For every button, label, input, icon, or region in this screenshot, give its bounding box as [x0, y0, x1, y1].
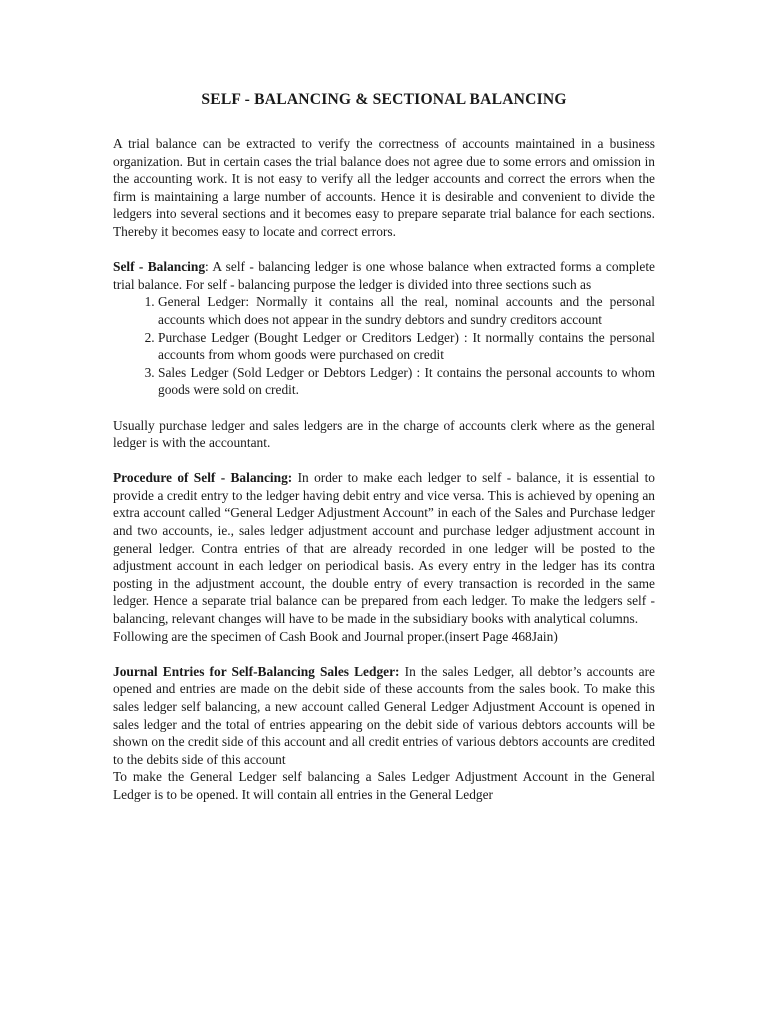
self-balancing-text: : A self - balancing ledger is one whose balance when extracted forms a complete trial balance. For self - balancing purpose the ledger is divided into three sections such as — [113, 259, 655, 292]
journal-paragraph — [113, 663, 655, 769]
paragraph-gap — [113, 399, 655, 417]
paragraph-gap — [113, 645, 655, 663]
list-item: 3. Sales Ledger (Sold Ledger or Debtors Ledger) : It contains the personal accounts to whom goods were sold on credit. — [158, 364, 655, 399]
journal-continued-paragraph: To make the General Ledger self balancing a Sales Ledger Adjustment Account in the General Ledger is to be opened. It will contain all entries in the General Ledger — [113, 769, 655, 802]
usually-paragraph: Usually purchase ledger and sales ledgers are in the charge of accounts clerk where as the general ledger is with the accountant. — [113, 417, 655, 451]
journal-heading: Journal Entries for Self-Balancing Sales Ledger: — [113, 663, 400, 679]
procedure-paragraph — [113, 469, 655, 627]
intro-paragraph: A trial balance can be extracted to verify the correctness of accounts maintained in a business organization. But in certain cases the trial balance does not agree due to some errors and omission in the accounting work. It is not easy to verify all the ledger accounts and correct the errors when the firm is maintaining a large number of accounts. Hence it is desirable and convenient to divide the ledgers into several sections and it becomes easy to prepare separate trial balance for each sections. Thereby it becomes easy to locate and correct errors. — [113, 136, 655, 239]
document-page — [113, 90, 655, 804]
self-balancing-heading: Self - Balancing — [113, 259, 206, 275]
procedure-text: In order to make each ledger to self - balance, it is essential to provide a credit entry to the ledger having debit entry and vice versa. This is achieved by opening an extra account called “General Ledger Adjustment Account” in each of the Sales and Purchase ledger and two accounts, ie., sales ledger adjustment account and purchase ledger adjustment account in general ledger. Contra entries of that are already recorded in one ledger will be posted to the adjustment account in each ledger on periodical basis. As every entry in the ledger has its contra posting in the adjustment account, the double entry of every transaction is recorded in the same ledger. Hence a separate trial balance can be prepared from each ledger. To make the ledgers self - balancing, relevant changes will have to be made in the subsidiary books with analytical columns. — [113, 470, 655, 627]
list-item: 1. General Ledger: Normally it contains all the real, nominal accounts and the personal accounts which does not appear in the sundry debtors and sundry creditors account — [158, 293, 655, 328]
paragraph-gap — [113, 241, 655, 259]
journal-text: In the sales Ledger, all debtor’s accounts are opened and entries are made on the debit side of these accounts from the sales book. To make this sales ledger self balancing, a new account called General Ledger Adjustment Account is opened in sales ledger and the total of entries appearing on the debit side of various debtors accounts will be shown on the credit side of this account and all credit entries of various debtors accounts are credited to the debits side of this account — [113, 663, 655, 767]
document-title: SELF - BALANCING & SECTIONAL BALANCING — [201, 91, 567, 108]
paragraph-gap — [113, 452, 655, 470]
ledger-sections-list — [113, 293, 655, 399]
list-item: 2. Purchase Ledger (Bought Ledger or Creditors Ledger) : It normally contains the personal accounts from whom goods were purchased on credit — [158, 329, 655, 364]
procedure-heading: Procedure of Self - Balancing: — [113, 470, 293, 486]
self-balancing-paragraph — [113, 258, 655, 293]
following-paragraph: Following are the specimen of Cash Book and Journal proper.(insert Page 468Jain) — [113, 628, 558, 644]
